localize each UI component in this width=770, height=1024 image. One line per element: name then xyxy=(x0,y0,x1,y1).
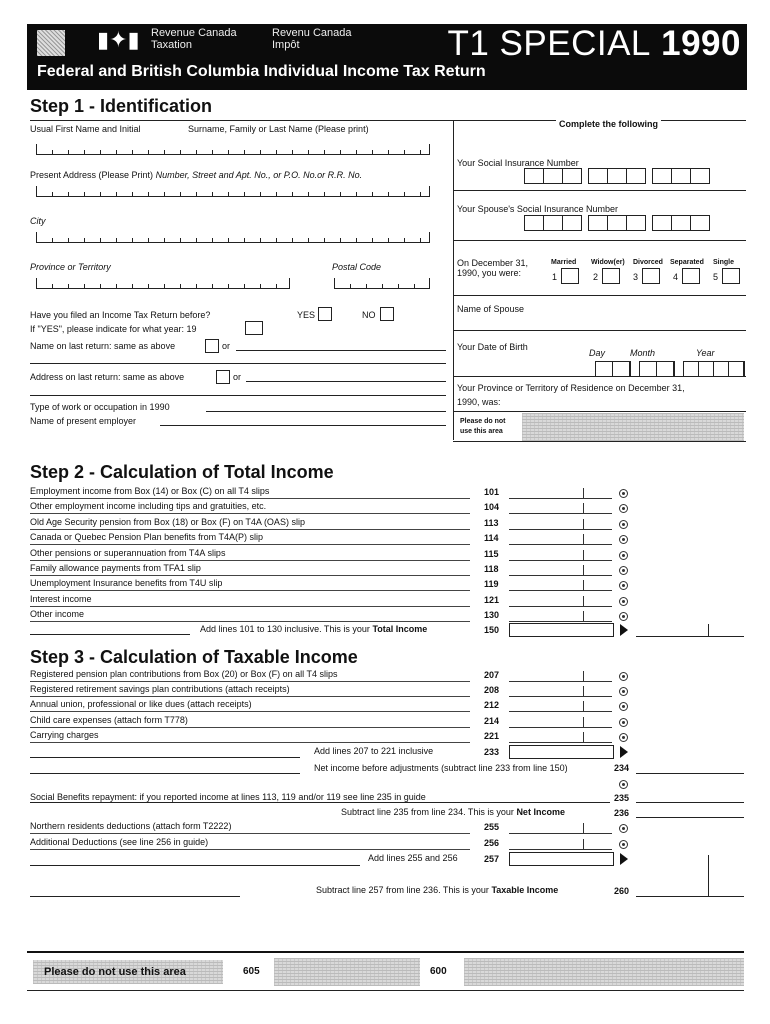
income-line-label: Other employment income including tips and gratuities, etc. xyxy=(30,501,470,514)
income-line-amount[interactable] xyxy=(509,532,612,545)
footer-shaded-600 xyxy=(464,958,744,986)
income-line-amount[interactable] xyxy=(509,486,612,499)
total-income-label: Add lines 101 to 130 inclusive. This is your Total Income xyxy=(200,624,428,634)
or-label-2: or xyxy=(233,372,242,382)
code-235: 235 xyxy=(614,793,630,803)
dob-day[interactable] xyxy=(595,361,631,377)
circle-icon xyxy=(619,702,628,711)
status-checkbox-separated[interactable] xyxy=(682,268,700,284)
circle-icon xyxy=(619,718,628,727)
income-line-label: Family allowance payments from TFA1 slip xyxy=(30,563,470,576)
northern-line-amount[interactable] xyxy=(509,837,612,850)
amount-150[interactable] xyxy=(509,623,614,637)
yes-checkbox[interactable] xyxy=(318,307,332,321)
northern-line-code: 255 xyxy=(484,822,500,832)
dob-year[interactable] xyxy=(683,361,745,377)
deduction-line-label: Child care expenses (attach form T778) xyxy=(30,715,470,728)
circle-icon xyxy=(619,824,628,833)
code-260: 260 xyxy=(614,886,630,896)
surname-label: Surname, Family or Last Name (Please print) xyxy=(188,124,369,134)
year-question: If "YES", please indicate for what year: 19 xyxy=(30,324,197,334)
status-num-3: 3 xyxy=(633,272,639,282)
code-233: 233 xyxy=(484,747,500,757)
net-income-label: Subtract line 235 from line 234. This is your Net Income xyxy=(341,807,565,817)
work-label: Type of work or occupation in 1990 xyxy=(30,402,170,412)
province-label: Province or Territory xyxy=(30,262,111,272)
income-line-label: Other pensions or superannuation from T4A slips xyxy=(30,548,470,561)
income-line-amount[interactable] xyxy=(509,578,612,591)
sin-part1[interactable] xyxy=(524,168,582,184)
status-checkbox-single[interactable] xyxy=(722,268,740,284)
add-207-label: Add lines 207 to 221 inclusive xyxy=(314,746,434,756)
deduction-line-code: 221 xyxy=(484,730,500,741)
deduction-line-code: 207 xyxy=(484,670,500,680)
first-name-label: Usual First Name and Initial xyxy=(30,124,141,134)
address-same-checkbox[interactable] xyxy=(216,370,230,384)
name-last-return-field[interactable] xyxy=(236,350,446,351)
sin-label: Your Social Insurance Number xyxy=(457,158,579,168)
circle-icon xyxy=(619,566,628,575)
income-line-amount[interactable] xyxy=(509,548,612,561)
income-line-label: Canada or Quebec Pension Plan benefits from T4A(P) slip xyxy=(30,532,470,545)
status-num-5: 5 xyxy=(713,272,719,282)
residence-label-b: 1990, was: xyxy=(457,397,501,407)
step1-title: Step 1 - Identification xyxy=(30,96,213,116)
city-label: City xyxy=(30,216,46,226)
yes-label: YES xyxy=(297,310,316,320)
deduction-line-amount[interactable] xyxy=(509,669,612,682)
arrow-icon xyxy=(620,853,628,865)
day-label: Day xyxy=(589,348,606,358)
circle-icon xyxy=(619,687,628,696)
code-150: 150 xyxy=(484,625,500,635)
northern-line-label: Northern residents deductions (attach form T2222) xyxy=(30,821,470,834)
no-checkbox[interactable] xyxy=(380,307,394,321)
income-line-code: 104 xyxy=(484,502,500,513)
deduction-line-code: 212 xyxy=(484,700,500,711)
deduction-line-amount[interactable] xyxy=(509,730,612,743)
deduction-line-amount[interactable] xyxy=(509,715,612,728)
status-checkbox-married[interactable] xyxy=(561,268,579,284)
footer-no-use-label: Please do not use this area xyxy=(44,966,186,978)
shaded-box xyxy=(37,30,65,56)
circle-icon xyxy=(619,780,628,789)
name-field[interactable] xyxy=(36,144,430,155)
northern-line-label: Additional Deductions (see line 256 in guide) xyxy=(30,837,470,850)
circle-icon xyxy=(619,535,628,544)
income-line-code: 114 xyxy=(484,533,499,544)
dept-en: Revenue Canada Taxation xyxy=(151,27,237,51)
circle-icon xyxy=(619,597,628,606)
income-line-amount[interactable] xyxy=(509,517,612,530)
dept-fr: Revenu Canada Impôt xyxy=(272,27,352,51)
status-single: Single xyxy=(713,259,735,266)
name-same-checkbox[interactable] xyxy=(205,339,219,353)
circle-icon xyxy=(619,840,628,849)
city-field[interactable] xyxy=(36,232,430,243)
or-label: or xyxy=(222,341,231,351)
no-use-label-top: Please do not use this area xyxy=(460,418,506,435)
address-last-return-field[interactable] xyxy=(246,381,446,382)
northern-line-code: 256 xyxy=(484,837,500,848)
income-line-label: Interest income xyxy=(30,594,470,607)
northern-line-amount[interactable] xyxy=(509,821,612,834)
form-header xyxy=(27,24,747,90)
year-field[interactable] xyxy=(245,321,263,335)
status-widowed: Widow(er) xyxy=(591,259,625,266)
address-field[interactable] xyxy=(36,186,430,197)
arrow-icon xyxy=(620,624,628,636)
status-checkbox-divorced[interactable] xyxy=(642,268,660,284)
circle-icon xyxy=(619,489,628,498)
circle-icon xyxy=(619,581,628,590)
circle-icon xyxy=(619,612,628,621)
total-income-field[interactable] xyxy=(636,636,744,637)
income-line-code: 119 xyxy=(484,579,499,590)
dob-label: Your Date of Birth xyxy=(457,342,528,352)
income-line-label: Unemployment Insurance benefits from T4U slip xyxy=(30,578,470,591)
deduction-line-code: 214 xyxy=(484,715,500,726)
spouse-sin-part3[interactable] xyxy=(652,215,710,231)
footer-shaded-605 xyxy=(274,958,420,986)
deduction-line-amount[interactable] xyxy=(509,684,612,697)
no-use-area-top xyxy=(522,413,744,441)
complete-label: Complete the following xyxy=(556,119,661,129)
step2-title: Step 2 - Calculation of Total Income xyxy=(30,462,334,482)
income-line-label: Employment income from Box (14) or Box (C) on all T4 slips xyxy=(30,486,470,499)
spouse-sin-part2[interactable] xyxy=(588,215,646,231)
income-line-code: 115 xyxy=(484,548,499,559)
year-label: Year xyxy=(696,348,715,358)
dec31-label: On December 31, 1990, you were: xyxy=(457,258,529,278)
income-line-label: Other income xyxy=(30,609,470,622)
status-divorced: Divorced xyxy=(633,259,663,266)
deduction-line-code: 208 xyxy=(484,685,500,696)
employer-field[interactable] xyxy=(160,425,446,426)
circle-icon xyxy=(619,672,628,681)
status-checkbox-widowed[interactable] xyxy=(602,268,620,284)
circle-icon xyxy=(619,504,628,513)
income-line-code: 101 xyxy=(484,487,500,497)
amount-236[interactable] xyxy=(636,817,744,818)
code-257: 257 xyxy=(484,854,500,864)
social-benefits-label: Social Benefits repayment: if you reported income at lines 113, 119 and/or 119 see line 235 in guide xyxy=(30,792,426,802)
deduction-line-amount[interactable] xyxy=(509,699,612,712)
name-last-return-label: Name on last return: same as above xyxy=(30,341,176,351)
income-line-code: 121 xyxy=(484,594,500,605)
circle-icon xyxy=(619,551,628,560)
amount-235[interactable] xyxy=(636,802,744,803)
income-line-amount[interactable] xyxy=(509,501,612,514)
status-num-2: 2 xyxy=(593,272,599,282)
income-line-amount[interactable] xyxy=(509,563,612,576)
status-married: Married xyxy=(551,259,577,266)
spouse-sin-part1[interactable] xyxy=(524,215,582,231)
code-236: 236 xyxy=(614,808,630,818)
income-line-code: 130 xyxy=(484,610,500,621)
dob-month[interactable] xyxy=(639,361,675,377)
postal-code-field[interactable] xyxy=(334,278,430,289)
postal-label: Postal Code xyxy=(332,262,382,272)
deduction-line-label: Registered retirement savings plan contributions (attach receipts) xyxy=(30,684,470,697)
deduction-line-label: Carrying charges xyxy=(30,730,470,743)
sin-part2[interactable] xyxy=(588,168,646,184)
net-before-label: Net income before adjustments (subtract line 233 from line 150) xyxy=(314,763,568,773)
step3-title: Step 3 - Calculation of Taxable Income xyxy=(30,647,358,667)
spouse-name-field[interactable] xyxy=(453,330,746,331)
status-num-1: 1 xyxy=(552,272,558,282)
spouse-sin-label: Your Spouse's Social Insurance Number xyxy=(457,204,618,214)
canada-flag-icon: ▮✦▮ xyxy=(97,27,140,52)
income-line-code: 113 xyxy=(484,517,499,528)
filed-question: Have you filed an Income Tax Return before? xyxy=(30,310,211,320)
add-255-label: Add lines 255 and 256 xyxy=(368,853,458,863)
arrow-icon xyxy=(620,746,628,758)
deduction-line-label: Annual union, professional or like dues (attach receipts) xyxy=(30,699,470,712)
form-subtitle: Federal and British Columbia Individual Income Tax Return xyxy=(37,63,486,80)
circle-icon xyxy=(619,520,628,529)
deduction-line-label: Registered pension plan contributions from Box (20) or Box (F) on all T4 slips xyxy=(30,669,470,682)
amount-257[interactable] xyxy=(509,852,614,866)
income-line-amount[interactable] xyxy=(509,594,612,607)
employer-label: Name of present employer xyxy=(30,416,137,426)
address-label: Present Address (Please Print) Number, Street and Apt. No., or P.O. No.or R.R. No. xyxy=(30,170,363,180)
income-line-code: 118 xyxy=(484,564,499,574)
status-num-4: 4 xyxy=(673,272,679,282)
no-label: NO xyxy=(362,310,376,320)
province-field[interactable] xyxy=(36,278,290,289)
income-line-label: Old Age Security pension from Box (18) or Box (F) on T4A (OAS) slip xyxy=(30,517,470,530)
circle-icon xyxy=(619,733,628,742)
footer-code-600: 600 xyxy=(430,966,447,977)
month-label: Month xyxy=(630,348,656,358)
address-last-return-label: Address on last return: same as above xyxy=(30,372,185,382)
taxable-income-label: Subtract line 257 from line 236. This is your Taxable Income xyxy=(316,885,559,895)
form-title: T1 SPECIAL 1990 xyxy=(447,24,741,63)
amount-234[interactable] xyxy=(636,773,744,774)
code-234: 234 xyxy=(614,763,630,773)
work-field[interactable] xyxy=(206,411,446,412)
amount-260[interactable] xyxy=(636,896,744,897)
residence-label-a: Your Province or Territory of Residence on December 31, xyxy=(457,383,685,393)
footer-code-605: 605 xyxy=(243,966,260,977)
amount-233[interactable] xyxy=(509,745,614,759)
income-line-amount[interactable] xyxy=(509,609,612,622)
spouse-name-label: Name of Spouse xyxy=(457,304,525,314)
status-separated: Separated xyxy=(670,259,704,266)
sin-part3[interactable] xyxy=(652,168,710,184)
